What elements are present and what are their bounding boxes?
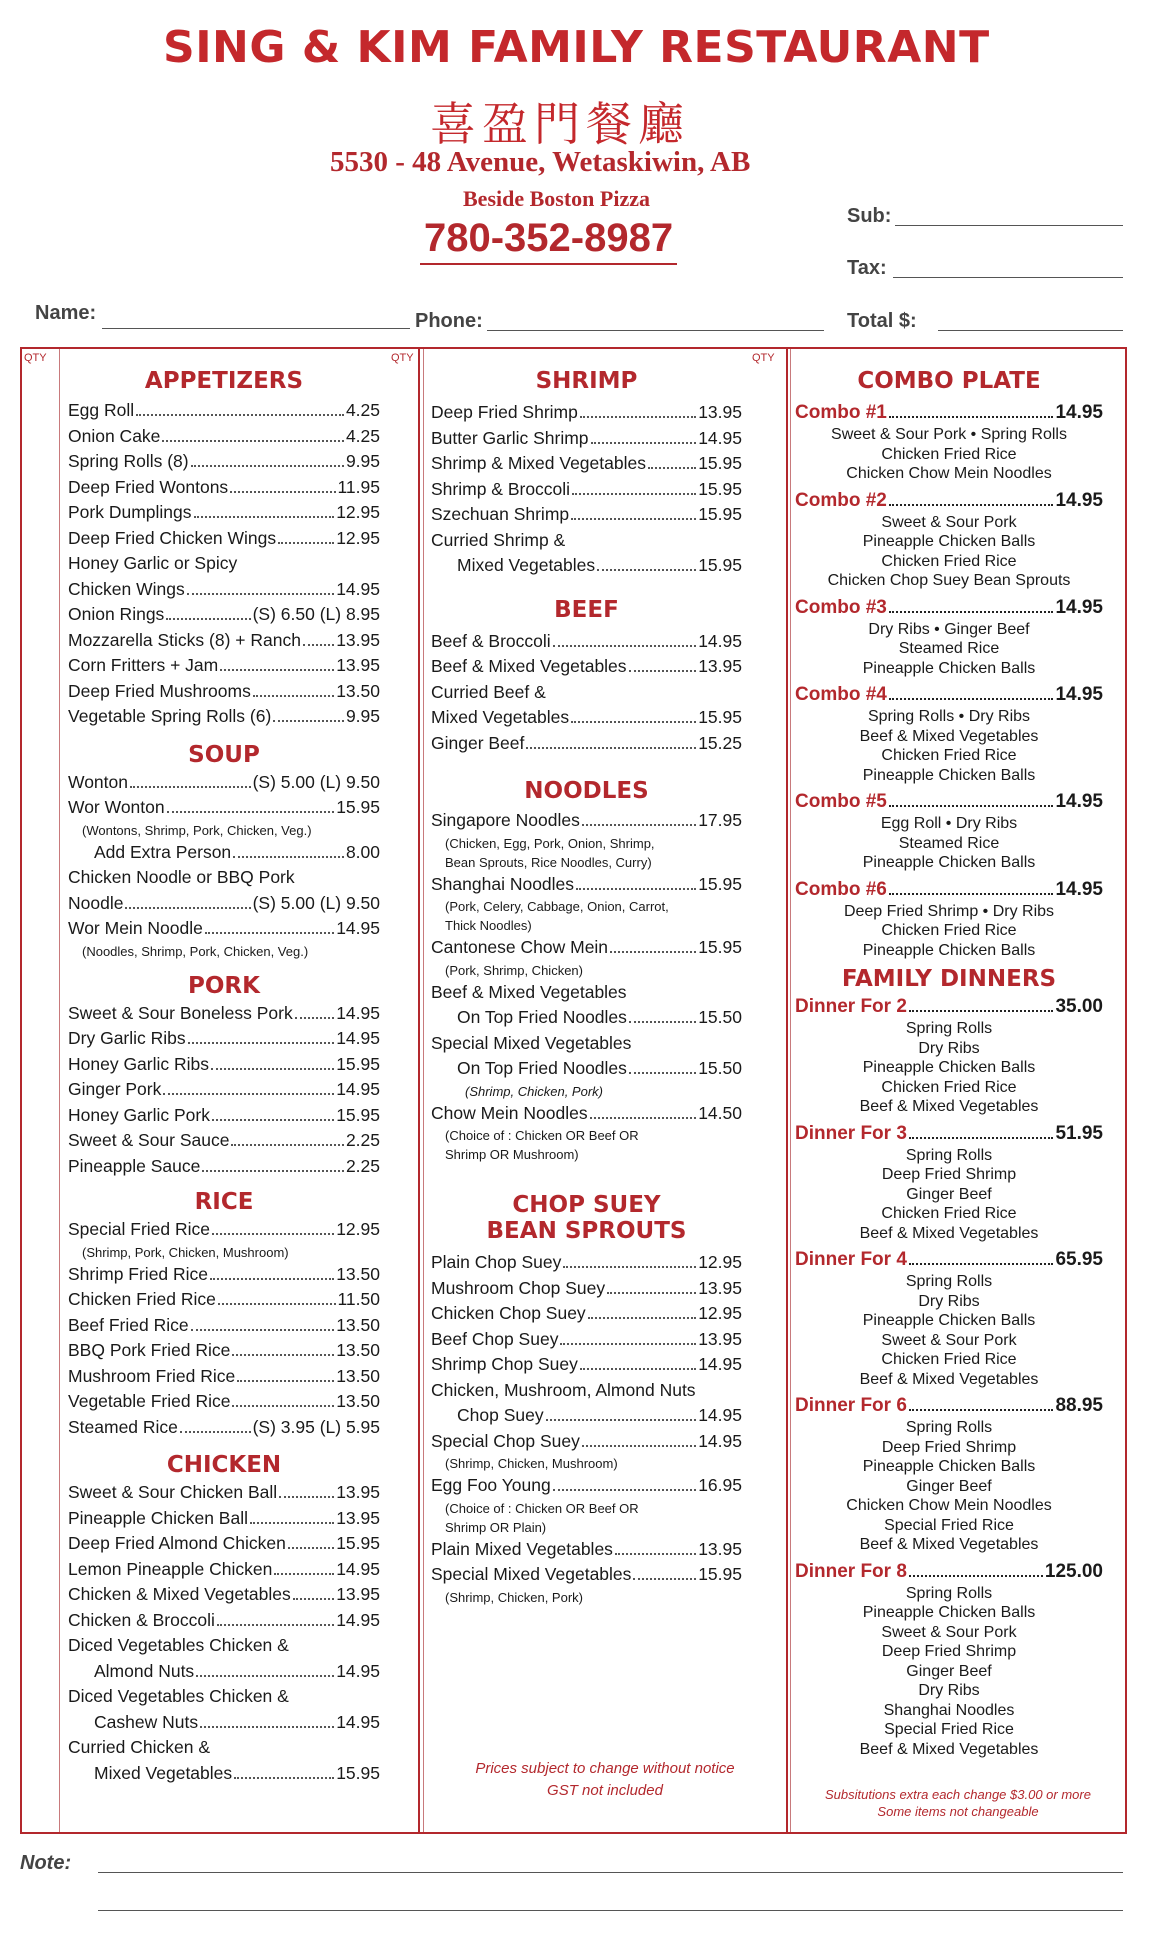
item-note: (Shrimp, Chicken, Mushroom) bbox=[445, 1456, 618, 1471]
name-field[interactable] bbox=[102, 328, 410, 329]
restaurant-chinese-name: 喜盈門餐廳 bbox=[430, 97, 690, 151]
combo-line: Pineapple Chicken Balls bbox=[862, 854, 1036, 871]
menu-item[interactable]: Wor Wonton 15.95 bbox=[68, 797, 380, 817]
combo-line: Dry Ribs • Ginger Beef bbox=[868, 620, 1030, 638]
combo-line: Pineapple Chicken Balls bbox=[862, 659, 1036, 677]
menu-item-line: Curried Chicken & bbox=[68, 1737, 210, 1757]
qty-column-line bbox=[59, 349, 60, 1832]
menu-item[interactable]: Steamed Rice (S) 3.95 (L) 5.95 bbox=[68, 1416, 380, 1437]
combo-line: Spring Rolls bbox=[905, 1273, 993, 1290]
item-note: (Chicken, Egg, Pork, Onion, Shrimp, bbox=[445, 835, 655, 851]
item-note: (Choice of : Chicken OR Beef OR bbox=[445, 1128, 639, 1143]
combo-block[interactable]: Dinner For 2 35.00 Spring Rolls Dry Ribs Pineapple Chicken Balls Chicken Fried Rice Beef & Mixed Vegetables bbox=[795, 996, 1103, 1115]
combo-line: Chicken Fried Rice bbox=[881, 1351, 1017, 1368]
section-title-noodles: NOODLES bbox=[524, 778, 649, 804]
qty-column-line bbox=[423, 349, 424, 1832]
menu-item[interactable]: Wonton (S) 5.00 (L) 9.50 bbox=[68, 771, 380, 792]
combo-line: Spring Rolls • Dry Ribs bbox=[867, 708, 1031, 725]
menu-column-3 bbox=[795, 368, 1103, 1763]
menu-item[interactable]: Deep Fried Wontons 11.95 bbox=[68, 476, 380, 497]
menu-item-line: Chicken Noodle or BBQ Pork bbox=[68, 867, 295, 887]
menu-item[interactable]: On Top Fried Noodles 15.50 bbox=[457, 1007, 742, 1027]
combo-line: Spring Rolls bbox=[905, 1146, 993, 1164]
combo-line: Ginger Beef bbox=[906, 1477, 992, 1495]
combo-block[interactable]: Dinner For 3 51.95 Spring Rolls Deep Fried Shrimp Ginger Beef Chicken Fried Rice Beef & Mixed Vegetables bbox=[795, 1122, 1103, 1242]
total-field[interactable] bbox=[938, 330, 1123, 331]
combo-line: Beef & Mixed Vegetables bbox=[859, 1098, 1039, 1115]
combo-line: Sweet & Sour Pork bbox=[881, 513, 1017, 531]
combo-line: Chicken Fried Rice bbox=[881, 1205, 1017, 1222]
combo-line: Chicken Chow Mein Noodles bbox=[846, 465, 1052, 482]
combo-line: Beef & Mixed Vegetables bbox=[859, 1740, 1039, 1758]
restaurant-address: 5530 - 48 Avenue, Wetaskiwin, AB bbox=[330, 146, 751, 178]
menu-item[interactable]: Spring Rolls (8) 9.95 bbox=[68, 451, 380, 471]
combo-line: Beef & Mixed Vegetables bbox=[859, 1370, 1039, 1388]
section-title-appetizers: APPETIZERS bbox=[144, 368, 304, 394]
combo-block[interactable]: Dinner For 4 65.95 Spring Rolls Dry Ribs Pineapple Chicken Balls Sweet & Sour Pork Chicken Fried Rice Beef & Mixed Vegetables bbox=[795, 1249, 1103, 1388]
combo-line: Deep Fried Shrimp • Dry Ribs bbox=[843, 902, 1055, 920]
combo-block[interactable]: Combo #2 14.95 Sweet & Sour Pork Pineapple Chicken Balls Chicken Fried Rice Chicken Chop Suey Bean Sprouts bbox=[795, 489, 1103, 589]
menu-item[interactable]: Chicken & Broccoli 14.95 bbox=[68, 1609, 380, 1630]
menu-item[interactable]: BBQ Pork Fried Rice 13.50 bbox=[68, 1340, 380, 1360]
combo-line: Chicken Fried Rice bbox=[881, 747, 1017, 764]
menu-item-line: Special Mixed Vegetables bbox=[431, 1032, 632, 1053]
menu-item[interactable]: Deep Fried Chicken Wings 12.95 bbox=[68, 527, 380, 548]
section-title-combo-plate: COMBO PLATE bbox=[857, 368, 1041, 394]
menu-item-line: Chicken, Mushroom, Almond Nuts bbox=[431, 1379, 696, 1400]
menu-item-line: Curried Beef & bbox=[431, 681, 546, 702]
note-field[interactable] bbox=[98, 1872, 1123, 1873]
menu-item[interactable]: Beef & Mixed Vegetables 13.95 bbox=[431, 656, 742, 676]
combo-line: Beef & Mixed Vegetables bbox=[859, 1536, 1039, 1553]
qty-label: QTY bbox=[24, 352, 47, 364]
menu-item[interactable]: Shanghai Noodles 15.95 bbox=[431, 873, 742, 894]
combo-block[interactable]: Dinner For 6 88.95 Spring Rolls Deep Fried Shrimp Pineapple Chicken Balls Ginger Beef Chicken Chow Mein Noodles Special Fried Rice Beef & Mixed Vegetables bbox=[795, 1395, 1103, 1553]
note-field[interactable] bbox=[98, 1910, 1123, 1911]
phone-field[interactable] bbox=[487, 330, 824, 331]
combo-line: Special Fried Rice bbox=[884, 1516, 1014, 1534]
menu-item[interactable]: Onion Rings (S) 6.50 (L) 8.95 bbox=[68, 604, 380, 624]
menu-item[interactable]: Sweet & Sour Boneless Pork 14.95 bbox=[68, 1002, 380, 1023]
combo-line: Dry Ribs bbox=[918, 1292, 980, 1310]
sub-label: Sub: bbox=[847, 205, 892, 227]
menu-column-1 bbox=[68, 368, 380, 1786]
menu-item[interactable]: Cantonese Chow Mein 15.95 bbox=[431, 937, 742, 957]
section-title-rice: RICE bbox=[194, 1189, 254, 1215]
item-note: (Pork, Shrimp, Chicken) bbox=[445, 962, 583, 978]
item-note: (Shrimp, Chicken, Pork) bbox=[465, 1083, 603, 1099]
menu-item[interactable]: Pineapple Chicken Ball 13.95 bbox=[68, 1507, 380, 1528]
menu-item[interactable]: Special Fried Rice 12.95 bbox=[68, 1219, 380, 1239]
menu-item[interactable]: Sweet & Sour Sauce 2.25 bbox=[68, 1130, 380, 1150]
menu-item[interactable]: Szechuan Shrimp 15.95 bbox=[431, 504, 742, 524]
menu-item[interactable]: Corn Fritters + Jam 13.95 bbox=[68, 655, 380, 675]
menu-item[interactable]: Dry Garlic Ribs 14.95 bbox=[68, 1028, 380, 1048]
qty-label: QTY bbox=[391, 352, 414, 364]
combo-line: Pineapple Chicken Balls bbox=[862, 1312, 1036, 1329]
menu-item[interactable]: Onion Cake 4.25 bbox=[68, 425, 380, 446]
menu-item[interactable]: Shrimp & Mixed Vegetables 15.95 bbox=[431, 453, 742, 473]
menu-item-line: Diced Vegetables Chicken & bbox=[68, 1635, 289, 1655]
combo-line: Beef & Mixed Vegetables bbox=[859, 1224, 1039, 1242]
total-label: Total $: bbox=[847, 310, 917, 332]
menu-item[interactable]: Honey Garlic or Spicy bbox=[68, 553, 238, 573]
item-note: Shrimp OR Plain) bbox=[445, 1519, 547, 1535]
item-note: (Shrimp, Chicken, Pork) bbox=[445, 1589, 583, 1605]
combo-line: Sweet & Sour Pork bbox=[881, 1623, 1017, 1641]
section-title-pork: PORK bbox=[188, 972, 260, 999]
combo-block[interactable]: Combo #6 14.95 Deep Fried Shrimp • Dry Ribs Chicken Fried Rice Pineapple Chicken Balls bbox=[795, 878, 1103, 959]
combo-line: Sweet & Sour Pork • Spring Rolls bbox=[831, 426, 1067, 443]
item-note: (Choice of : Chicken OR Beef OR bbox=[445, 1500, 639, 1516]
menu-item[interactable]: Egg Foo Young 16.95 bbox=[431, 1475, 742, 1495]
restaurant-name: SING & KIM FAMILY RESTAURANT bbox=[163, 22, 990, 73]
combo-line: Deep Fried Shrimp bbox=[881, 1166, 1017, 1183]
restaurant-phone[interactable]: 780-352-8987 bbox=[420, 216, 677, 265]
phone-label: Phone: bbox=[415, 310, 483, 332]
menu-item[interactable]: Ginger Beef 15.25 bbox=[431, 732, 742, 753]
combo-line: Chicken Fried Rice bbox=[881, 922, 1017, 939]
menu-item[interactable]: Honey Garlic Ribs 15.95 bbox=[68, 1053, 380, 1074]
menu-item[interactable]: Chop Suey 14.95 bbox=[457, 1405, 742, 1425]
item-note: Bean Sprouts, Rice Noodles, Curry) bbox=[445, 854, 652, 870]
name-label: Name: bbox=[35, 302, 97, 324]
combo-line: Chicken Fried Rice bbox=[881, 1078, 1017, 1096]
combo-line: Pineapple Chicken Balls bbox=[862, 941, 1036, 959]
combo-line: Sweet & Sour Pork bbox=[881, 1331, 1017, 1349]
menu-item[interactable]: Add Extra Person 8.00 bbox=[94, 841, 380, 862]
menu-item[interactable]: Plain Chop Suey 12.95 bbox=[431, 1252, 742, 1272]
menu-item[interactable]: Noodle (S) 5.00 (L) 9.50 bbox=[68, 892, 380, 913]
section-title-chicken: CHICKEN bbox=[166, 1452, 282, 1478]
menu-item[interactable]: Shrimp Fried Rice 13.50 bbox=[68, 1263, 380, 1284]
menu-item-line: Beef & Mixed Vegetables bbox=[431, 981, 627, 1002]
section-title-beef: BEEF bbox=[554, 596, 619, 623]
combo-line: Deep Fried Shrimp bbox=[881, 1438, 1017, 1456]
menu-item[interactable]: Vegetable Spring Rolls (6) 9.95 bbox=[68, 706, 380, 726]
qty-column-line bbox=[790, 349, 791, 1832]
menu-item[interactable]: Deep Fried Mushrooms 13.50 bbox=[68, 680, 380, 701]
menu-item[interactable]: Chicken Fried Rice 11.50 bbox=[68, 1289, 380, 1309]
menu-item[interactable]: Plain Mixed Vegetables 13.95 bbox=[431, 1538, 742, 1559]
tax-field[interactable] bbox=[893, 277, 1123, 278]
combo-line: Pineapple Chicken Balls bbox=[862, 766, 1036, 784]
item-note: (Noodles, Shrimp, Pork, Chicken, Veg.) bbox=[82, 943, 309, 959]
menu-item[interactable]: Chow Mein Noodles 14.50 bbox=[431, 1102, 742, 1123]
menu-column-2 bbox=[431, 368, 742, 1607]
menu-item[interactable]: Deep Fried Shrimp 13.95 bbox=[431, 402, 742, 422]
qty-label: QTY bbox=[752, 352, 775, 364]
combo-line: Chicken Chow Mein Noodles bbox=[846, 1497, 1052, 1514]
menu-item[interactable]: Special Chop Suey 14.95 bbox=[431, 1430, 742, 1451]
menu-item-line: Diced Vegetables Chicken & bbox=[68, 1686, 289, 1706]
menu-item[interactable]: Almond Nuts 14.95 bbox=[94, 1660, 380, 1681]
combo-line: Steamed Rice bbox=[898, 640, 1000, 657]
menu-item[interactable]: Mozzarella Sticks (8) + Ranch 13.95 bbox=[68, 629, 380, 650]
menu-item[interactable]: Shrimp Chop Suey 14.95 bbox=[431, 1354, 742, 1374]
combo-line: Pineapple Chicken Balls bbox=[862, 1059, 1036, 1076]
price-disclaimer: Prices subject to change without notice GST not included bbox=[475, 1760, 735, 1799]
combo-line: Steamed Rice bbox=[898, 834, 1000, 852]
column-divider bbox=[786, 347, 788, 1834]
substitution-note: Subsitutions extra each change $3.00 or more Some items not changeable bbox=[825, 1787, 1091, 1819]
menu-item-line: Curried Shrimp & bbox=[431, 529, 566, 550]
menu-item[interactable]: Butter Garlic Shrimp 14.95 bbox=[431, 427, 742, 448]
menu-item[interactable]: Chicken & Mixed Vegetables 13.95 bbox=[68, 1584, 380, 1604]
menu-item[interactable]: Wor Mein Noodle 14.95 bbox=[68, 918, 380, 938]
combo-line: Chicken Fried Rice bbox=[881, 552, 1017, 570]
menu-item[interactable]: Shrimp & Broccoli 15.95 bbox=[431, 478, 742, 499]
menu-item[interactable]: Beef Chop Suey 13.95 bbox=[431, 1328, 742, 1349]
menu-item[interactable]: Singapore Noodles 17.95 bbox=[431, 810, 742, 830]
menu-item[interactable]: Special Mixed Vegetables 15.95 bbox=[431, 1564, 742, 1584]
combo-line: Dry Ribs bbox=[918, 1682, 980, 1699]
item-note: (Wontons, Shrimp, Pork, Chicken, Veg.) bbox=[82, 822, 312, 838]
menu-item[interactable]: On Top Fried Noodles 15.50 bbox=[457, 1058, 742, 1078]
menu-item[interactable]: Pineapple Sauce 2.25 bbox=[68, 1155, 380, 1176]
tax-label: Tax: bbox=[847, 257, 887, 279]
combo-line: Pineapple Chicken Balls bbox=[862, 1604, 1036, 1621]
combo-line: Ginger Beef bbox=[906, 1662, 992, 1680]
combo-line: Pineapple Chicken Balls bbox=[862, 533, 1036, 550]
combo-line: Shanghai Noodles bbox=[883, 1701, 1015, 1719]
menu-item[interactable]: Mixed Vegetables 15.95 bbox=[457, 555, 742, 575]
combo-line: Chicken Chop Suey Bean Sprouts bbox=[827, 572, 1071, 589]
menu-item[interactable]: Beef & Broccoli 14.95 bbox=[431, 630, 742, 651]
column-divider bbox=[418, 347, 420, 1834]
menu-item[interactable]: Vegetable Fried Rice 13.50 bbox=[68, 1391, 380, 1411]
combo-block[interactable]: Combo #4 14.95 Spring Rolls • Dry Ribs Beef & Mixed Vegetables Chicken Fried Rice Pineapple Chicken Balls bbox=[795, 684, 1103, 784]
restaurant-landmark: Beside Boston Pizza bbox=[463, 186, 650, 211]
item-note: Shrimp OR Mushroom) bbox=[445, 1147, 579, 1162]
combo-line: Egg Roll • Dry Ribs bbox=[880, 815, 1018, 832]
combo-line: Chicken Fried Rice bbox=[881, 445, 1017, 463]
menu-item[interactable]: Deep Fried Almond Chicken 15.95 bbox=[68, 1533, 380, 1553]
combo-line: Special Fried Rice bbox=[884, 1721, 1014, 1738]
menu-item[interactable]: Mixed Vegetables 15.95 bbox=[94, 1762, 380, 1783]
menu-item[interactable]: Honey Garlic Pork 15.95 bbox=[68, 1104, 380, 1125]
menu-item[interactable]: Mushroom Fried Rice 13.50 bbox=[68, 1365, 380, 1386]
menu-item[interactable]: Beef Fried Rice 13.50 bbox=[68, 1314, 380, 1335]
combo-line: Spring Rolls bbox=[905, 1020, 993, 1037]
menu-item[interactable]: Chicken Wings 14.95 bbox=[68, 578, 380, 599]
section-title-shrimp: SHRIMP bbox=[535, 368, 638, 394]
menu-item[interactable]: Pork Dumplings 12.95 bbox=[68, 502, 380, 522]
menu-item[interactable]: Egg Roll 4.25 bbox=[68, 400, 380, 420]
item-note: (Pork, Celery, Cabbage, Onion, Carrot, bbox=[445, 899, 669, 914]
combo-block[interactable]: Combo #3 14.95 Dry Ribs • Ginger Beef Steamed Rice Pineapple Chicken Balls bbox=[795, 596, 1103, 677]
combo-line: Ginger Beef bbox=[906, 1185, 992, 1203]
combo-block[interactable]: Combo #1 14.95 Sweet & Sour Pork • Spring Rolls Chicken Fried Rice Chicken Chow Mein Noodles bbox=[795, 402, 1103, 482]
menu-item[interactable]: Cashew Nuts 14.95 bbox=[94, 1711, 380, 1732]
menu-item[interactable]: Ginger Pork 14.95 bbox=[68, 1079, 380, 1099]
combo-line: Spring Rolls bbox=[905, 1584, 993, 1602]
menu-item[interactable]: Chicken Chop Suey 12.95 bbox=[431, 1303, 742, 1323]
section-title-family-dinners: FAMILY DINNERS bbox=[841, 966, 1057, 992]
combo-block[interactable]: Combo #5 14.95 Egg Roll • Dry Ribs Steamed Rice Pineapple Chicken Balls bbox=[795, 791, 1103, 871]
combo-line: Pineapple Chicken Balls bbox=[862, 1458, 1036, 1475]
combo-line: Spring Rolls bbox=[905, 1419, 993, 1436]
menu-item[interactable]: Mushroom Chop Suey 13.95 bbox=[431, 1277, 742, 1298]
menu-item[interactable]: Sweet & Sour Chicken Ball 13.95 bbox=[68, 1482, 380, 1502]
note-label: Note: bbox=[20, 1852, 72, 1874]
combo-line: Deep Fried Shrimp bbox=[881, 1643, 1017, 1660]
item-note: (Shrimp, Pork, Chicken, Mushroom) bbox=[82, 1244, 289, 1260]
menu-item[interactable]: Mixed Vegetables 15.95 bbox=[431, 707, 742, 727]
menu-item[interactable]: Lemon Pineapple Chicken 14.95 bbox=[68, 1558, 380, 1579]
combo-line: Beef & Mixed Vegetables bbox=[859, 727, 1039, 745]
combo-block[interactable]: Dinner For 8 125.00 Spring Rolls Pineapple Chicken Balls Sweet & Sour Pork Deep Fried Shrimp Ginger Beef Dry Ribs Shanghai Noodles Special Fried Rice Beef & Mixed Vegetables bbox=[795, 1560, 1103, 1758]
sub-field[interactable] bbox=[895, 225, 1123, 226]
section-title-soup: SOUP bbox=[188, 741, 260, 768]
item-note: Thick Noodles) bbox=[445, 918, 532, 933]
section-title-chop-suey: CHOP SUEY BEAN SPROUTS bbox=[486, 1192, 687, 1244]
combo-line: Dry Ribs bbox=[918, 1039, 980, 1057]
